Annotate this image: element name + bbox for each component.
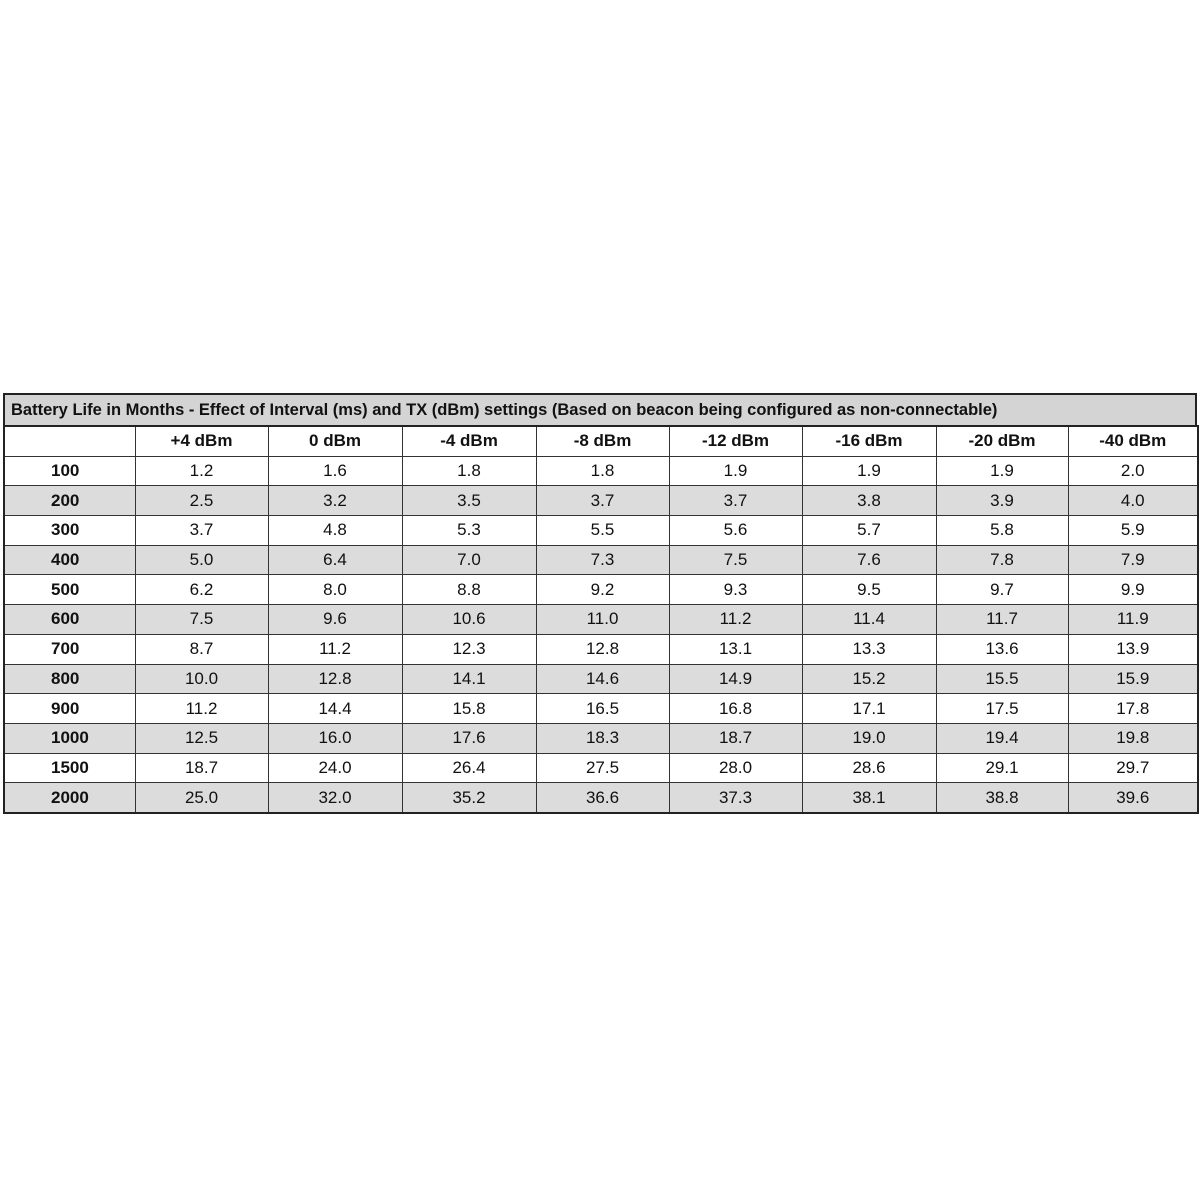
interval-label: 700 — [4, 634, 135, 664]
table-row — [4, 694, 1198, 724]
column-header: 0 dBm — [268, 426, 402, 456]
table-row — [4, 664, 1198, 694]
battery-life-value: 8.0 — [268, 575, 402, 605]
battery-life-value: 19.4 — [936, 723, 1068, 753]
battery-life-value: 4.8 — [268, 516, 402, 546]
battery-life-value: 11.2 — [135, 694, 268, 724]
battery-life-value: 11.7 — [936, 605, 1068, 635]
interval-label: 1000 — [4, 723, 135, 753]
battery-life-value: 5.6 — [669, 516, 802, 546]
battery-life-value: 5.0 — [135, 545, 268, 575]
battery-life-value: 16.5 — [536, 694, 669, 724]
battery-life-value: 1.8 — [402, 456, 536, 486]
table-row — [4, 605, 1198, 635]
battery-life-value: 18.7 — [669, 723, 802, 753]
table-row — [4, 486, 1198, 516]
battery-life-value: 6.2 — [135, 575, 268, 605]
battery-life-value: 3.5 — [402, 486, 536, 516]
column-header: -40 dBm — [1068, 426, 1198, 456]
battery-life-value: 1.2 — [135, 456, 268, 486]
battery-life-value: 17.1 — [802, 694, 936, 724]
battery-life-value: 26.4 — [402, 753, 536, 783]
table-row — [4, 545, 1198, 575]
battery-life-value: 37.3 — [669, 783, 802, 813]
battery-life-value: 5.5 — [536, 516, 669, 546]
battery-life-value: 1.9 — [936, 456, 1068, 486]
interval-label: 1500 — [4, 753, 135, 783]
battery-life-value: 35.2 — [402, 783, 536, 813]
interval-label: 300 — [4, 516, 135, 546]
battery-life-value: 15.8 — [402, 694, 536, 724]
battery-life-value: 10.0 — [135, 664, 268, 694]
interval-label: 800 — [4, 664, 135, 694]
battery-life-value: 15.5 — [936, 664, 1068, 694]
battery-life-value: 15.9 — [1068, 664, 1198, 694]
battery-life-value: 11.0 — [536, 605, 669, 635]
battery-life-value: 10.6 — [402, 605, 536, 635]
battery-life-value: 29.1 — [936, 753, 1068, 783]
column-header: -20 dBm — [936, 426, 1068, 456]
battery-life-value: 7.0 — [402, 545, 536, 575]
battery-life-value: 3.7 — [669, 486, 802, 516]
battery-life-value: 1.9 — [669, 456, 802, 486]
battery-life-value: 7.3 — [536, 545, 669, 575]
battery-life-value: 9.3 — [669, 575, 802, 605]
table-row — [4, 456, 1198, 486]
column-header: -4 dBm — [402, 426, 536, 456]
battery-life-value: 7.8 — [936, 545, 1068, 575]
battery-life-value: 6.4 — [268, 545, 402, 575]
battery-life-value: 3.9 — [936, 486, 1068, 516]
battery-life-value: 18.3 — [536, 723, 669, 753]
battery-life-value: 5.7 — [802, 516, 936, 546]
battery-life-value: 3.7 — [536, 486, 669, 516]
battery-life-value: 9.9 — [1068, 575, 1198, 605]
battery-life-value: 3.8 — [802, 486, 936, 516]
battery-life-value: 38.8 — [936, 783, 1068, 813]
battery-life-value: 5.9 — [1068, 516, 1198, 546]
interval-label: 900 — [4, 694, 135, 724]
column-header: -8 dBm — [536, 426, 669, 456]
battery-life-value: 1.6 — [268, 456, 402, 486]
battery-life-value: 11.4 — [802, 605, 936, 635]
battery-life-value: 4.0 — [1068, 486, 1198, 516]
battery-life-value: 14.1 — [402, 664, 536, 694]
battery-life-value: 28.6 — [802, 753, 936, 783]
header-row — [4, 426, 1198, 456]
battery-life-table — [3, 425, 1199, 814]
battery-life-value: 13.3 — [802, 634, 936, 664]
battery-life-value: 9.5 — [802, 575, 936, 605]
battery-life-value: 28.0 — [669, 753, 802, 783]
battery-life-value: 24.0 — [268, 753, 402, 783]
interval-label: 200 — [4, 486, 135, 516]
column-header: -16 dBm — [802, 426, 936, 456]
table-row — [4, 634, 1198, 664]
table-row — [4, 723, 1198, 753]
battery-life-value: 7.5 — [135, 605, 268, 635]
battery-life-value: 2.5 — [135, 486, 268, 516]
battery-life-value: 5.3 — [402, 516, 536, 546]
battery-life-value: 13.6 — [936, 634, 1068, 664]
battery-life-value: 17.6 — [402, 723, 536, 753]
battery-life-value: 36.6 — [536, 783, 669, 813]
battery-life-value: 3.7 — [135, 516, 268, 546]
table-row — [4, 516, 1198, 546]
battery-life-value: 19.0 — [802, 723, 936, 753]
interval-label: 400 — [4, 545, 135, 575]
table-row — [4, 783, 1198, 813]
interval-label: 100 — [4, 456, 135, 486]
battery-life-value: 9.7 — [936, 575, 1068, 605]
table-row — [4, 753, 1198, 783]
battery-life-value: 1.9 — [802, 456, 936, 486]
battery-life-value: 16.8 — [669, 694, 802, 724]
battery-life-value: 1.8 — [536, 456, 669, 486]
interval-label: 2000 — [4, 783, 135, 813]
battery-life-value: 11.2 — [268, 634, 402, 664]
battery-life-value: 25.0 — [135, 783, 268, 813]
battery-life-value: 12.8 — [536, 634, 669, 664]
battery-life-value: 18.7 — [135, 753, 268, 783]
battery-life-value: 7.5 — [669, 545, 802, 575]
battery-life-value: 27.5 — [536, 753, 669, 783]
battery-life-value: 8.8 — [402, 575, 536, 605]
battery-life-value: 8.7 — [135, 634, 268, 664]
battery-life-value: 9.2 — [536, 575, 669, 605]
column-header: +4 dBm — [135, 426, 268, 456]
battery-life-value: 32.0 — [268, 783, 402, 813]
battery-life-value: 15.2 — [802, 664, 936, 694]
battery-life-value: 7.9 — [1068, 545, 1198, 575]
battery-life-value: 39.6 — [1068, 783, 1198, 813]
battery-life-value: 12.8 — [268, 664, 402, 694]
battery-life-value: 12.3 — [402, 634, 536, 664]
corner-cell — [4, 426, 135, 456]
battery-life-value: 29.7 — [1068, 753, 1198, 783]
battery-life-value: 2.0 — [1068, 456, 1198, 486]
battery-life-value: 9.6 — [268, 605, 402, 635]
table-body — [4, 456, 1198, 813]
interval-label: 600 — [4, 605, 135, 635]
table-row — [4, 575, 1198, 605]
interval-label: 500 — [4, 575, 135, 605]
battery-life-value: 14.6 — [536, 664, 669, 694]
battery-life-value: 16.0 — [268, 723, 402, 753]
battery-life-value: 5.8 — [936, 516, 1068, 546]
battery-life-table-figure — [3, 393, 1197, 814]
battery-life-value: 38.1 — [802, 783, 936, 813]
battery-life-value: 13.1 — [669, 634, 802, 664]
battery-life-value: 17.5 — [936, 694, 1068, 724]
battery-life-value: 14.9 — [669, 664, 802, 694]
battery-life-value: 19.8 — [1068, 723, 1198, 753]
column-header: -12 dBm — [669, 426, 802, 456]
battery-life-value: 11.2 — [669, 605, 802, 635]
battery-life-value: 3.2 — [268, 486, 402, 516]
battery-life-value: 13.9 — [1068, 634, 1198, 664]
battery-life-value: 12.5 — [135, 723, 268, 753]
battery-life-value: 14.4 — [268, 694, 402, 724]
battery-life-value: 7.6 — [802, 545, 936, 575]
battery-life-value: 17.8 — [1068, 694, 1198, 724]
battery-life-value: 11.9 — [1068, 605, 1198, 635]
table-title: Battery Life in Months - Effect of Interval (ms) and TX (dBm) settings (Based on beacon being configured as non-connectable) — [3, 393, 1197, 425]
